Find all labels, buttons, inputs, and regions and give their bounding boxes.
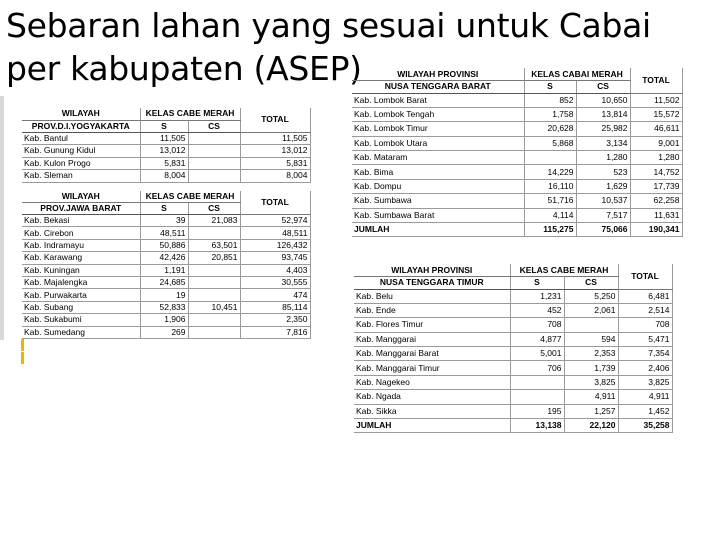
header-row <box>22 108 310 120</box>
value-cs <box>188 145 240 158</box>
value-s: 452 <box>510 303 564 317</box>
value-cs: 1,739 <box>564 361 618 375</box>
value-s: 11,505 <box>140 132 188 145</box>
district-name: Kab. Bekasi <box>22 215 140 227</box>
district-name: Kab. Lombok Timur <box>352 122 524 136</box>
header-total: TOTAL <box>240 108 310 132</box>
value-cs <box>564 318 618 332</box>
sum-row <box>352 223 682 237</box>
value-s: 14,229 <box>524 165 576 179</box>
header-region: PROV.JAWA BARAT <box>22 203 140 215</box>
value-cs <box>188 289 240 301</box>
district-name: Kab. Subang <box>22 301 140 313</box>
table-row <box>354 289 672 303</box>
value-cs <box>188 227 240 239</box>
value-total: 5,831 <box>240 157 310 170</box>
value-s: 269 <box>140 326 188 338</box>
table-diy-jabar <box>22 108 311 339</box>
district-name: Kab. Gunung Kidul <box>22 145 140 158</box>
district-name: Kab. Cirebon <box>22 227 140 239</box>
value-cs: 1,280 <box>576 151 630 165</box>
header-total: TOTAL <box>618 264 672 289</box>
value-cs <box>188 264 240 276</box>
value-s: 852 <box>524 93 576 107</box>
value-s: 708 <box>510 318 564 332</box>
table-row <box>352 93 682 107</box>
value-total: 7,816 <box>240 326 310 338</box>
table-row <box>352 194 682 208</box>
table-row <box>354 404 672 418</box>
header-region: PROV.D.I.YOGYAKARTA <box>22 120 140 132</box>
table-row <box>22 157 310 170</box>
value-total: 126,432 <box>240 239 310 251</box>
header-row <box>22 191 310 203</box>
table-row <box>22 264 310 276</box>
sum-row <box>354 419 672 433</box>
value-s: 42,426 <box>140 252 188 264</box>
value-total: 46,611 <box>630 122 682 136</box>
table-row <box>354 332 672 346</box>
value-s: 50,886 <box>140 239 188 251</box>
value-cs: 21,083 <box>188 215 240 227</box>
value-cs: 63,501 <box>188 239 240 251</box>
value-total: 11,502 <box>630 93 682 107</box>
value-cs <box>188 132 240 145</box>
row-marker <box>21 339 24 351</box>
district-name: Kab. Ende <box>354 303 510 317</box>
value-total: 11,631 <box>630 208 682 222</box>
sum-s: 115,275 <box>524 223 576 237</box>
left-edge-bar <box>0 96 4 340</box>
table-row <box>22 301 310 313</box>
table-ntt <box>354 264 673 433</box>
header-kelas: KELAS CABE MERAH <box>140 191 240 203</box>
header-wilayah: WILAYAH PROVINSI <box>352 68 524 81</box>
value-total: 93,745 <box>240 252 310 264</box>
district-name: Kab. Bima <box>352 165 524 179</box>
district-name: Kab. Manggarai Barat <box>354 347 510 361</box>
district-name: Kab. Sleman <box>22 170 140 183</box>
value-total: 708 <box>618 318 672 332</box>
value-total: 2,406 <box>618 361 672 375</box>
value-s: 5,001 <box>510 347 564 361</box>
value-cs <box>188 170 240 183</box>
table-row <box>22 132 310 145</box>
value-total: 7,354 <box>618 347 672 361</box>
value-cs: 2,353 <box>564 347 618 361</box>
value-total: 17,739 <box>630 179 682 193</box>
district-name: Kab. Purwakarta <box>22 289 140 301</box>
district-name: Kab. Nagekeo <box>354 375 510 389</box>
district-name: Kab. Manggarai Timur <box>354 361 510 375</box>
value-cs <box>188 276 240 288</box>
table-spacer <box>22 182 310 191</box>
value-cs: 25,982 <box>576 122 630 136</box>
district-name: Kab. Sumedang <box>22 326 140 338</box>
header-s: S <box>524 81 576 94</box>
header-cs: CS <box>576 81 630 94</box>
value-s: 4,114 <box>524 208 576 222</box>
header-row <box>352 68 682 81</box>
table-row <box>22 215 310 227</box>
value-total: 4,911 <box>618 390 672 404</box>
table-row <box>22 170 310 183</box>
value-total: 1,280 <box>630 151 682 165</box>
header-wilayah: WILAYAH PROVINSI <box>354 264 510 277</box>
sum-label: JUMLAH <box>352 223 524 237</box>
value-s: 195 <box>510 404 564 418</box>
value-s: 8,004 <box>140 170 188 183</box>
value-cs: 10,451 <box>188 301 240 313</box>
table-row <box>354 318 672 332</box>
value-s: 706 <box>510 361 564 375</box>
value-total: 15,572 <box>630 107 682 121</box>
district-name: Kab. Belu <box>354 289 510 303</box>
value-cs: 2,061 <box>564 303 618 317</box>
value-s: 1,191 <box>140 264 188 276</box>
value-cs: 10,537 <box>576 194 630 208</box>
district-name: Kab. Sumbawa Barat <box>352 208 524 222</box>
value-cs <box>188 314 240 326</box>
value-total: 2,350 <box>240 314 310 326</box>
table-row <box>22 252 310 264</box>
value-s: 1,906 <box>140 314 188 326</box>
header-region: NUSA TENGGARA TIMUR <box>354 277 510 290</box>
value-s: 16,110 <box>524 179 576 193</box>
header-region: NUSA TENGGARA BARAT <box>352 81 524 94</box>
value-cs: 7,517 <box>576 208 630 222</box>
value-cs: 3,134 <box>576 136 630 150</box>
value-s: 51,716 <box>524 194 576 208</box>
value-total: 85,114 <box>240 301 310 313</box>
value-total: 2,514 <box>618 303 672 317</box>
value-cs: 3,825 <box>564 375 618 389</box>
value-total: 8,004 <box>240 170 310 183</box>
value-total: 3,825 <box>618 375 672 389</box>
district-name: Kab. Lombok Utara <box>352 136 524 150</box>
value-s: 1,758 <box>524 107 576 121</box>
value-s: 5,868 <box>524 136 576 150</box>
value-cs: 594 <box>564 332 618 346</box>
sum-cs: 22,120 <box>564 419 618 433</box>
value-total: 6,481 <box>618 289 672 303</box>
value-total: 62,258 <box>630 194 682 208</box>
value-total: 13,012 <box>240 145 310 158</box>
table-row <box>22 239 310 251</box>
header-kelas: KELAS CABE MERAH <box>140 108 240 120</box>
value-cs: 523 <box>576 165 630 179</box>
district-name: Kab. Mataram <box>352 151 524 165</box>
title-line-2: per kabupaten (ASEP) <box>6 49 362 88</box>
value-total: 1,452 <box>618 404 672 418</box>
table-row <box>352 151 682 165</box>
value-s <box>510 375 564 389</box>
district-name: Kab. Sumbawa <box>352 194 524 208</box>
header-kelas: KELAS CABAI MERAH <box>524 68 630 81</box>
table-row <box>354 375 672 389</box>
value-total: 11,505 <box>240 132 310 145</box>
value-cs: 4,911 <box>564 390 618 404</box>
header-wilayah: WILAYAH <box>22 191 140 203</box>
table-row <box>352 107 682 121</box>
table-row <box>354 361 672 375</box>
value-cs: 5,250 <box>564 289 618 303</box>
value-total: 30,555 <box>240 276 310 288</box>
table-row <box>352 179 682 193</box>
spacer-cell <box>22 182 310 191</box>
header-s: S <box>510 277 564 290</box>
value-s: 13,012 <box>140 145 188 158</box>
sum-total: 35,258 <box>618 419 672 433</box>
table-row <box>22 227 310 239</box>
value-cs: 20,851 <box>188 252 240 264</box>
district-name: Kab. Karawang <box>22 252 140 264</box>
value-total: 5,471 <box>618 332 672 346</box>
table-row <box>354 390 672 404</box>
table-row <box>22 276 310 288</box>
table-row <box>354 347 672 361</box>
value-total: 48,511 <box>240 227 310 239</box>
value-s: 24,685 <box>140 276 188 288</box>
value-cs <box>188 157 240 170</box>
value-cs: 1,257 <box>564 404 618 418</box>
header-row <box>354 264 672 277</box>
header-cs: CS <box>188 203 240 215</box>
district-name: Kab. Dompu <box>352 179 524 193</box>
value-s: 5,831 <box>140 157 188 170</box>
value-s: 39 <box>140 215 188 227</box>
table-row <box>22 289 310 301</box>
value-cs: 1,629 <box>576 179 630 193</box>
header-s: S <box>140 203 188 215</box>
header-cs: CS <box>188 120 240 132</box>
sum-label: JUMLAH <box>354 419 510 433</box>
sum-s: 13,138 <box>510 419 564 433</box>
header-s: S <box>140 120 188 132</box>
district-name: Kab. Kuningan <box>22 264 140 276</box>
district-name: Kab. Majalengka <box>22 276 140 288</box>
value-s: 20,628 <box>524 122 576 136</box>
district-name: Kab. Manggarai <box>354 332 510 346</box>
table-row <box>22 326 310 338</box>
table-row <box>352 136 682 150</box>
table-row <box>22 314 310 326</box>
value-s: 19 <box>140 289 188 301</box>
value-total: 52,974 <box>240 215 310 227</box>
title-line-1: Sebaran lahan yang sesuai untuk Cabai <box>6 6 651 45</box>
value-total: 474 <box>240 289 310 301</box>
district-name: Kab. Lombok Tengah <box>352 107 524 121</box>
header-total: TOTAL <box>240 191 310 215</box>
sum-cs: 75,066 <box>576 223 630 237</box>
district-name: Kab. Flores Timur <box>354 318 510 332</box>
value-total: 9,001 <box>630 136 682 150</box>
table-row <box>354 303 672 317</box>
value-total: 14,752 <box>630 165 682 179</box>
value-cs: 13,814 <box>576 107 630 121</box>
district-name: Kab. Kulon Progo <box>22 157 140 170</box>
table-row <box>352 208 682 222</box>
table-row <box>352 122 682 136</box>
district-name: Kab. Bantul <box>22 132 140 145</box>
row-marker <box>21 352 24 364</box>
header-total: TOTAL <box>630 68 682 93</box>
sum-total: 190,341 <box>630 223 682 237</box>
district-name: Kab. Ngada <box>354 390 510 404</box>
district-name: Kab. Sikka <box>354 404 510 418</box>
header-cs: CS <box>564 277 618 290</box>
value-s <box>524 151 576 165</box>
header-kelas: KELAS CABE MERAH <box>510 264 618 277</box>
value-cs <box>188 326 240 338</box>
table-ntb <box>352 68 683 237</box>
district-name: Kab. Indramayu <box>22 239 140 251</box>
value-s: 52,833 <box>140 301 188 313</box>
value-cs: 10,650 <box>576 93 630 107</box>
value-s <box>510 390 564 404</box>
table-row <box>352 165 682 179</box>
value-s: 4,877 <box>510 332 564 346</box>
district-name: Kab. Lombok Barat <box>352 93 524 107</box>
table-row <box>22 145 310 158</box>
value-s: 1,231 <box>510 289 564 303</box>
header-wilayah: WILAYAH <box>22 108 140 120</box>
district-name: Kab. Sukabumi <box>22 314 140 326</box>
value-total: 4,403 <box>240 264 310 276</box>
value-s: 48,511 <box>140 227 188 239</box>
